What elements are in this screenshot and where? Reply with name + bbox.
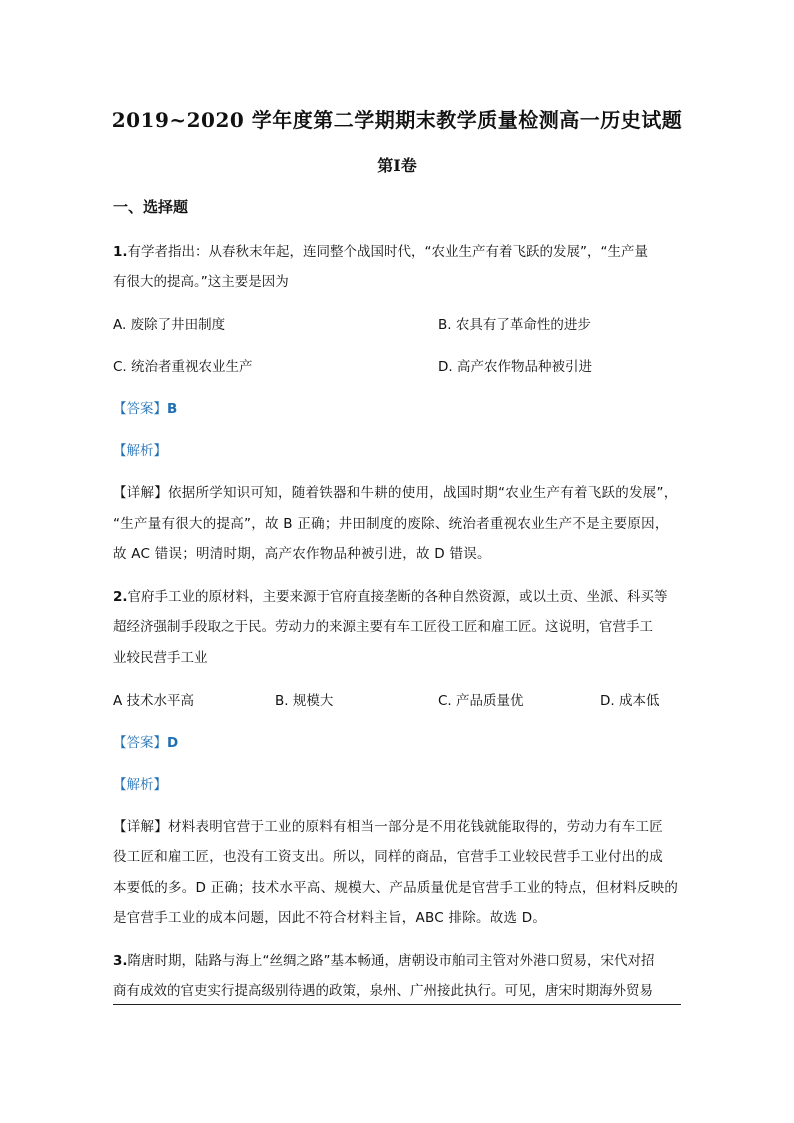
section-heading: 一、选择题 <box>113 198 189 216</box>
q2-option-d: D. 成本低 <box>600 693 660 709</box>
q2-detail-line-2: 役工匠和雇工匠，也没有工资支出。所以，同样的商品，官营手工业较民营手工业付出的成 <box>113 849 663 865</box>
q1-answer-value: B <box>167 401 178 417</box>
q3-stem-line-2: 商有成效的官吏实行提高级别待遇的政策，泉州、广州接此执行。可见，唐宋时期海外贸易 <box>113 983 653 999</box>
q2-detail-line-1: 【详解】材料表明官营于工业的原料有相当一部分是不用花钱就能取得的，劳动力有车工匠 <box>113 819 663 835</box>
q1-number: 1. <box>113 244 128 260</box>
q2-option-a: A 技术水平高 <box>113 693 195 709</box>
q1-option-b: B. 农具有了革命性的进步 <box>438 317 591 333</box>
q1-option-c: C. 统治者重视农业生产 <box>113 359 253 375</box>
q3-stem-line-1: 3.隋唐时期，陆路与海上“丝绸之路”基本畅通，唐朝设市舶司主管对外港口贸易，宋代对招 <box>113 953 655 969</box>
q2-answer-value: D <box>167 735 179 751</box>
q1-answer: 【答案】B <box>113 401 178 417</box>
footer-rule <box>113 1004 681 1005</box>
q2-detail-line-3: 本要低的多。D 正确；技术水平高、规模大、产品质量优是官营手工业的特点，但材料反映的 <box>113 880 679 896</box>
q2-stem-line-1: 2.官府手工业的原材料，主要来源于官府直接垄断的各种自然资源，或以土贡、坐派、科买等 <box>113 589 668 605</box>
q2-option-b: B. 规模大 <box>275 693 334 709</box>
q1-option-d: D. 高产农作物品种被引进 <box>438 359 592 375</box>
q1-detail-line-2: “生产量有很大的提高”，故 B 正确；井田制度的废除、统治者重视农业生产不是主要原因， <box>113 516 669 532</box>
q1-detail-line-3: 故 AC 错误；明清时期，高产农作物品种被引进，故 D 错误。 <box>113 546 491 562</box>
q2-detail-line-4: 是官营手工业的成本问题，因此不符合材料主旨，ABC 排除。故选 D。 <box>113 910 547 926</box>
q1-analysis-label: 【解析】 <box>113 443 167 459</box>
q3-number: 3. <box>113 953 128 969</box>
q2-option-c: C. 产品质量优 <box>438 693 524 709</box>
q2-stem-line-3: 业较民营手工业 <box>113 650 208 666</box>
q1-stem-line-2: 有很大的提高。”这主要是因为 <box>113 274 289 290</box>
q2-answer: 【答案】D <box>113 735 179 751</box>
q2-analysis-label: 【解析】 <box>113 777 167 793</box>
exam-title: 2019~2020 学年度第二学期期末教学质量检测高一历史试题 <box>111 108 683 132</box>
q1-option-a: A. 废除了井田制度 <box>113 317 226 333</box>
q1-stem-line-1: 1.有学者指出：从春秋末年起，连同整个战国时代，“农业生产有着飞跃的发展”，“生产量 <box>113 244 649 260</box>
q1-detail-line-1: 【详解】依据所学知识可知，随着铁器和牛耕的使用，战国时期“农业生产有着飞跃的发展”， <box>113 485 678 501</box>
volume-heading: 第Ⅰ卷 <box>377 156 417 175</box>
q2-stem-line-2: 超经济强制手段取之于民。劳动力的来源主要有车工匠役工匠和雇工匠。这说明，官营手工 <box>113 619 653 635</box>
q2-number: 2. <box>113 589 128 605</box>
